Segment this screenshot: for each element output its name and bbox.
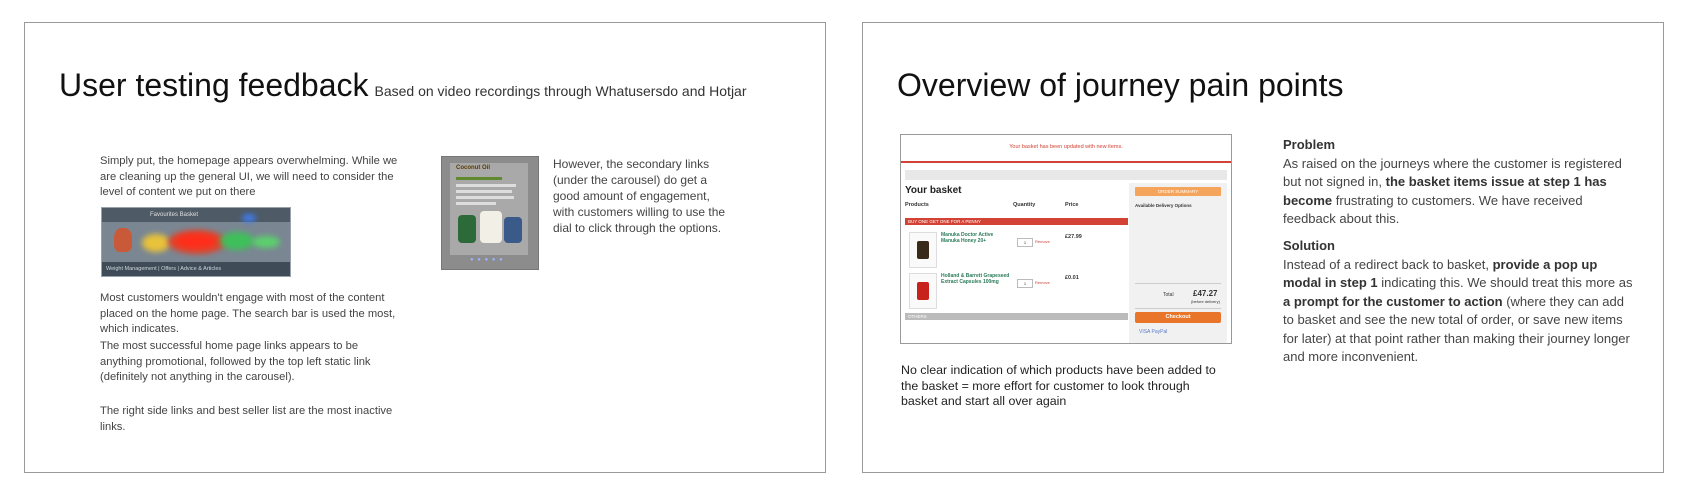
solution-text	[1283, 256, 1633, 367]
jar-image	[504, 217, 522, 243]
homepage-heatmap-image	[101, 207, 291, 277]
solution-section	[1283, 237, 1633, 367]
payment-logos: VISA PayPal	[1139, 329, 1168, 335]
solution-text-bold: a prompt for the customer to action	[1283, 293, 1503, 309]
basket-item	[905, 269, 1125, 313]
others-bar: OTHERS	[905, 313, 1128, 320]
carousel-product-title: Coconut Oil	[456, 165, 490, 171]
promo-bar: BUY ONE GET ONE FOR A PENNY	[905, 218, 1128, 225]
heatmap-header: Favourites Basket	[102, 208, 290, 222]
delivery-info-strip	[905, 170, 1227, 180]
basket-screenshot	[900, 134, 1232, 344]
product-name[interactable]: Holland & Barrett Grapeseed Extract Capsules 100mg	[941, 273, 1010, 285]
solution-heading: Solution	[1283, 238, 1335, 253]
title-main: Overview of journey pain points	[897, 67, 1344, 103]
paragraph-engagement: Most customers wouldn't engage with most of the content placed on the home page. The search bar is used the most, which indicates.	[100, 292, 396, 335]
quantity-select[interactable]: 1	[1017, 279, 1033, 288]
carousel-dots[interactable]: ● ● ● ● ●	[470, 257, 504, 263]
order-summary-panel	[1129, 183, 1227, 343]
paragraph-overwhelming: Simply put, the homepage appears overwhelming. While we are cleaning up the general UI, we will need to consider the level of content we put on there	[100, 155, 398, 198]
col-products: Products	[905, 202, 929, 208]
heat-blob	[142, 234, 170, 252]
solution-text-part: Instead of a redirect back to basket,	[1283, 256, 1493, 272]
basket-caption: No clear indication of which products have been added to the basket = more effort for customer to look through basket and start all over again	[901, 363, 1216, 408]
solution-text-bold: provide a pop up modal in step 1	[1283, 256, 1598, 290]
mascot-figure	[114, 228, 132, 252]
heatmap-nav: Weight Management | Offers | Advice & Articles	[102, 262, 290, 276]
carousel-text-line	[456, 196, 514, 199]
product-price: £27.99	[1065, 234, 1082, 240]
problem-section	[1283, 136, 1633, 229]
carousel-text-line	[456, 190, 512, 193]
basket-updated-notice: Your basket has been updated with new items.	[901, 135, 1231, 163]
paragraph-inactive-links: The right side links and best seller list are the most inactive links.	[100, 405, 393, 433]
heat-blob	[176, 234, 216, 248]
jar-image	[458, 215, 476, 243]
delivery-heading: Available Delivery Options	[1135, 203, 1192, 208]
slide-title	[59, 67, 747, 104]
delivery-options	[1135, 203, 1221, 209]
total-label: Total	[1163, 292, 1174, 298]
slide-title	[897, 67, 1343, 104]
product-name[interactable]: Manuka Doctor Active Manuka Honey 20+	[941, 232, 994, 244]
product-price: £0.01	[1065, 275, 1079, 281]
total-value: £47.27	[1193, 289, 1218, 298]
product-image	[909, 273, 937, 309]
checkout-button[interactable]: Checkout	[1135, 312, 1221, 323]
problem-heading: Problem	[1283, 137, 1336, 152]
problem-text-bold: the basket items issue at step 1 has become	[1283, 174, 1607, 208]
before-delivery: (before delivery)	[1191, 299, 1220, 304]
col-price: Price	[1065, 202, 1079, 208]
remove-link[interactable]: Remove	[1035, 280, 1050, 285]
solution-text-part: indicating this. We should treat this more as	[1377, 275, 1633, 290]
problem-text-part: frustrating to customers. We have received feedback about this.	[1283, 192, 1583, 226]
heat-blob	[220, 232, 254, 250]
title-subtitle: Based on video recordings through Whatusersdo and Hotjar	[374, 83, 747, 99]
paragraph-secondary-links: However, the secondary links (under the carousel) do get a good amount of engagement, with customers willing to use the dial to click through the options.	[553, 157, 726, 235]
heat-blob	[252, 236, 280, 248]
carousel-screenshot	[441, 156, 539, 270]
order-summary-button[interactable]: ORDER SUMMARY	[1135, 187, 1221, 196]
problem-text	[1283, 155, 1633, 229]
carousel-text-line	[456, 202, 496, 205]
carousel-text-line	[456, 184, 516, 187]
basket-item	[905, 228, 1125, 272]
order-total	[1135, 283, 1221, 309]
col-quantity: Quantity	[1013, 202, 1036, 208]
remove-link[interactable]: Remove	[1035, 239, 1050, 244]
solution-text-part: (where they can add to basket and see the new total of order, or save new items for later) at that point rather than making their journey longer and more inconvenient.	[1283, 293, 1630, 364]
paragraph-successful-links: The most successful home page links appears to be anything promotional, followed by the top left static link (definitely not anything in the carousel).	[100, 340, 371, 383]
problem-text-part: As raised on the journeys where the customer is registered but not signed in,	[1283, 155, 1622, 189]
carousel-text-line	[456, 177, 502, 180]
jar-image	[480, 211, 502, 243]
quantity-select[interactable]: 1	[1017, 238, 1033, 247]
product-image	[909, 232, 937, 268]
title-main: User testing feedback	[59, 67, 369, 103]
heat-blob	[242, 214, 256, 222]
basket-heading: Your basket	[905, 185, 962, 196]
